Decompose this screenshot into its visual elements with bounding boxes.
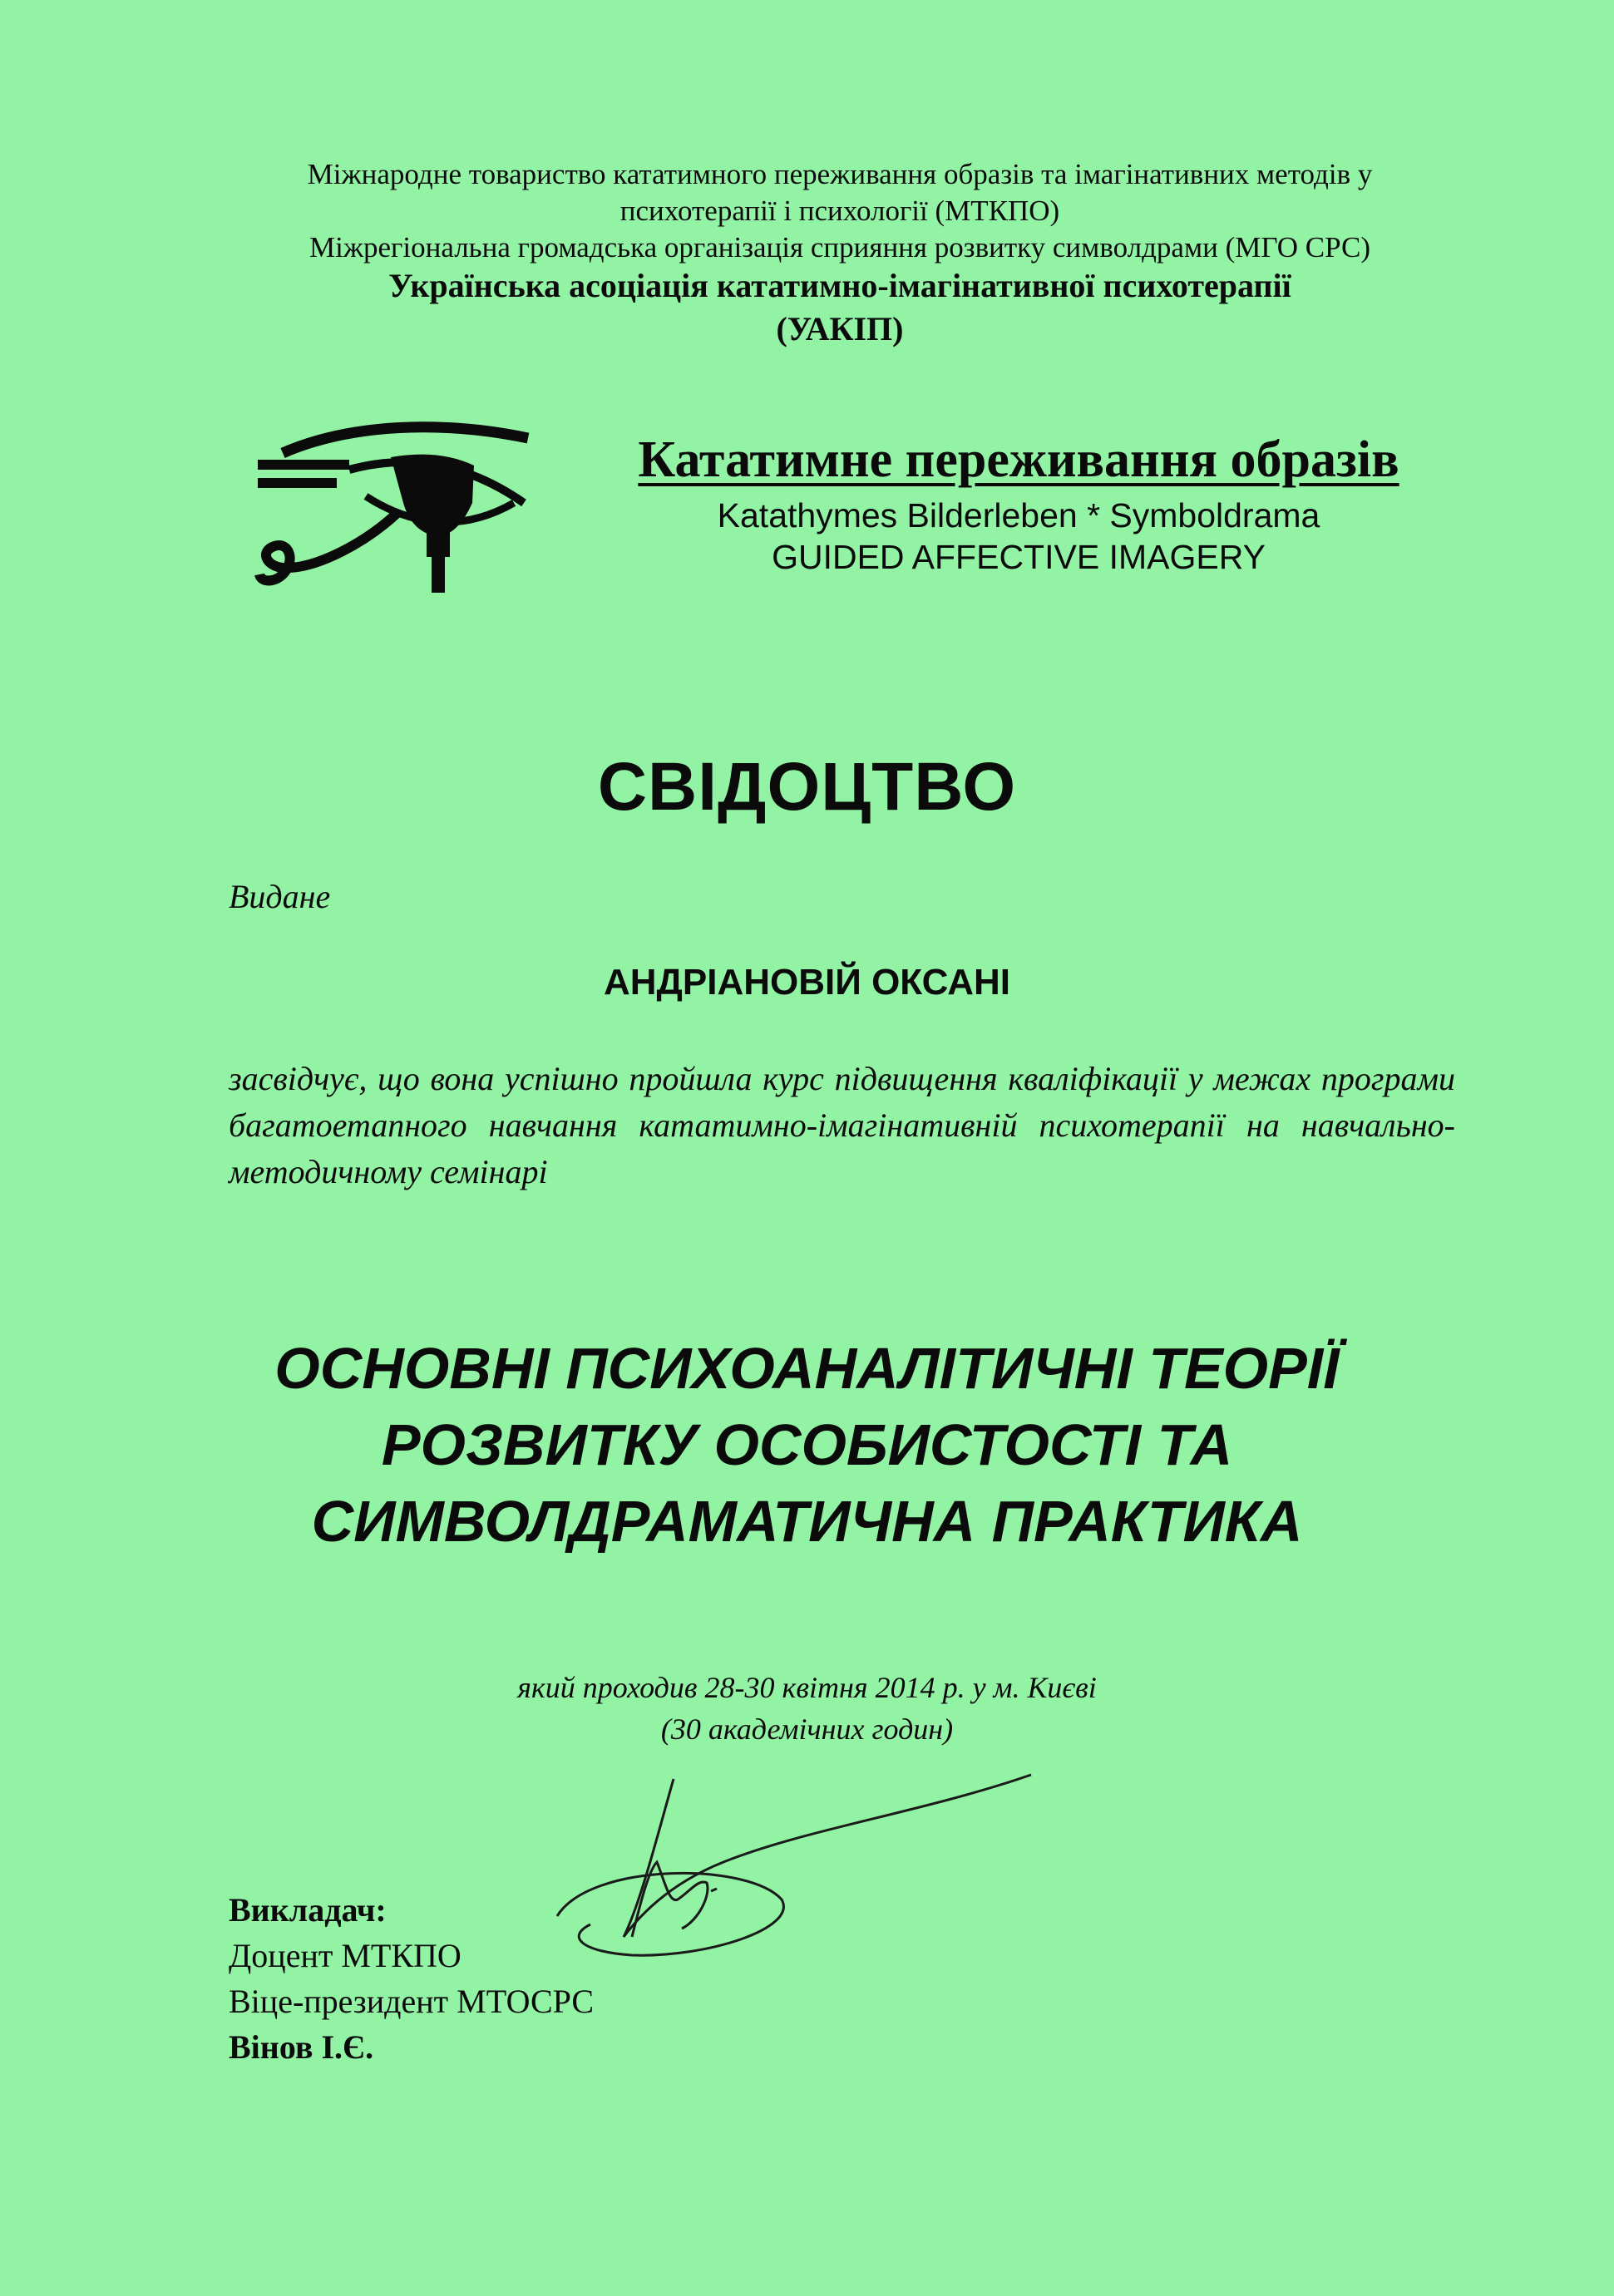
- kat-subtitle-german: Katathymes Bilderleben * Symboldrama: [717, 496, 1320, 535]
- org-line-3: Міжрегіональна громадська організація сприяння розвитку символдрами (МГО СРС): [309, 231, 1370, 264]
- org-line-1: Міжнародне товариство кататимного переживання образів та імагінативних методів у: [307, 158, 1373, 190]
- lecturer-label: Викладач:: [229, 1891, 387, 1929]
- course-title-line-3: СИМВОЛДРАМАТИЧНА ПРАКТИКА: [311, 1489, 1303, 1554]
- lecturer-block: [229, 1887, 594, 2070]
- academic-hours: (30 академічних годин): [660, 1712, 954, 1746]
- certificate-body: засвідчує, що вона успішно пройшла курс підвищення кваліфікації у межах програми багатоетапного навчання кататимно-імагінативній психотерапії на навчально-методичному семінарі: [229, 1060, 1455, 1190]
- org-line-2: психотерапії і психології (МТКПО): [619, 195, 1060, 227]
- org-line-4: Українська асоціація кататимно-імагінативної психотерапії: [388, 267, 1291, 304]
- course-title-line-2: РОЗВИТКУ ОСОБИСТОСТІ ТА: [381, 1412, 1233, 1477]
- issued-label: Видане: [229, 878, 331, 915]
- course-title: [0, 1330, 1614, 1559]
- course-title-line-1: ОСНОВНІ ПСИХОАНАЛІТИЧНІ ТЕОРІЇ: [274, 1336, 1340, 1401]
- kat-title: Кататимне переживання образів: [638, 431, 1399, 488]
- kat-subtitle-english: GUIDED AFFECTIVE IMAGERY: [772, 538, 1266, 576]
- lecturer-role-2: Віце-президент МТОСРС: [229, 1983, 595, 2020]
- recipient-name: АНДРІАНОВІЙ ОКСАНІ: [603, 962, 1011, 1003]
- handwritten-signature: [532, 1737, 1064, 1978]
- venue-date: який проходив 28-30 квітня 2014 р. у м. Києві: [517, 1671, 1097, 1704]
- lecturer-role-1: Доцент МТКПО: [229, 1937, 461, 1974]
- document-title: СВІДОЦТВО: [597, 749, 1017, 825]
- lecturer-name: Вінов І.Є.: [229, 2028, 374, 2066]
- eye-of-horus-icon: [249, 420, 545, 611]
- org-line-5: (УАКІП): [776, 310, 904, 347]
